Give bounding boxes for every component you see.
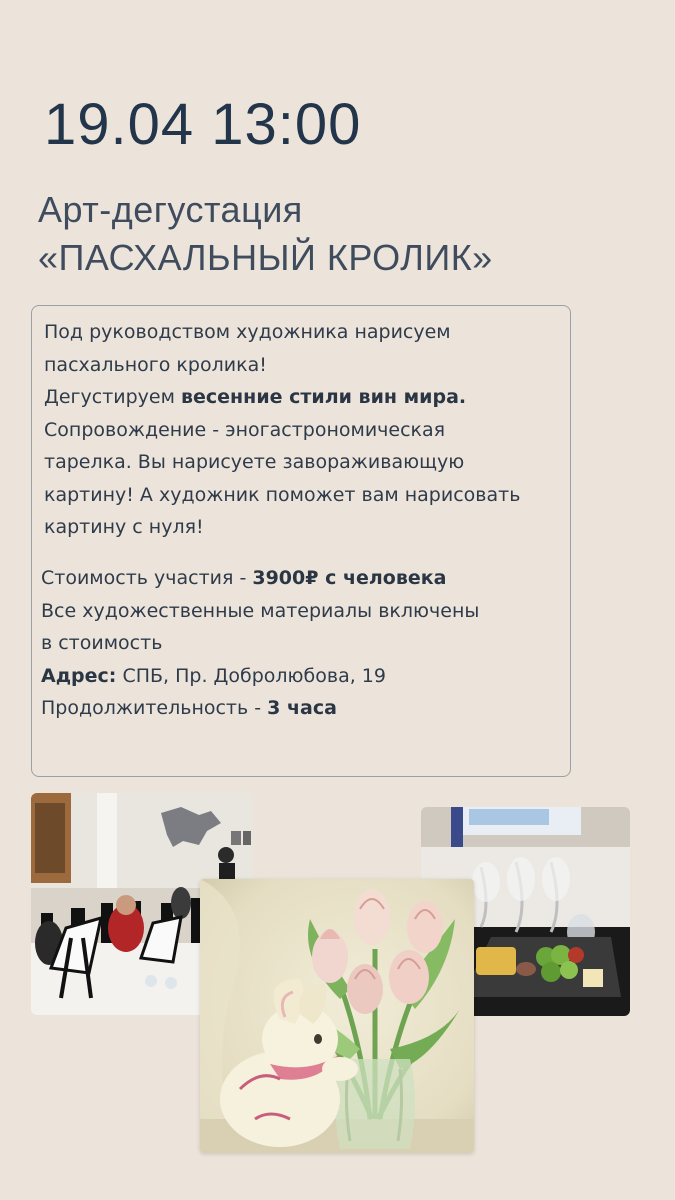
price-line xyxy=(41,562,561,595)
bunny-tulips-painting xyxy=(200,879,474,1153)
description-line: пасхального кролика! xyxy=(44,353,267,376)
description-line xyxy=(44,381,564,414)
address-label: Адрес: xyxy=(41,664,117,687)
price-value: 3900₽ с человека xyxy=(252,567,447,589)
address-value: СПБ, Пр. Добролюбова, 19 xyxy=(116,664,386,687)
description-line: Сопровождение - эногастрономическая xyxy=(44,418,446,441)
event-title-line-2: «ПАСХАЛЬНЫЙ КРОЛИК» xyxy=(38,236,493,278)
duration-label: Продолжительность - xyxy=(41,697,268,719)
description-text: Дегустируем xyxy=(44,386,181,408)
address-line xyxy=(41,660,561,693)
description-line: картину! А художник поможет вам нарисовать xyxy=(44,483,521,506)
materials-line: Все художественные материалы включены xyxy=(41,599,480,622)
event-info-box xyxy=(31,305,571,777)
description-line: Под руководством художника нарисуем xyxy=(44,321,451,343)
duration-value: 3 часа xyxy=(267,697,337,719)
description-line: картину с нуля! xyxy=(44,516,204,538)
description-line: тарелка. Вы нарисуете завораживающую xyxy=(44,451,465,473)
wine-styles-highlight: весенние стили вин мира. xyxy=(181,386,467,408)
event-title-line-1: Арт-дегустация xyxy=(38,189,303,230)
materials-line: в стоимость xyxy=(41,632,163,654)
price-label: Стоимость участия - xyxy=(41,567,253,589)
event-title xyxy=(38,186,493,281)
duration-line xyxy=(41,692,561,725)
event-details xyxy=(41,562,561,725)
event-datetime: 19.04 13:00 xyxy=(44,92,362,157)
event-description xyxy=(44,316,564,544)
